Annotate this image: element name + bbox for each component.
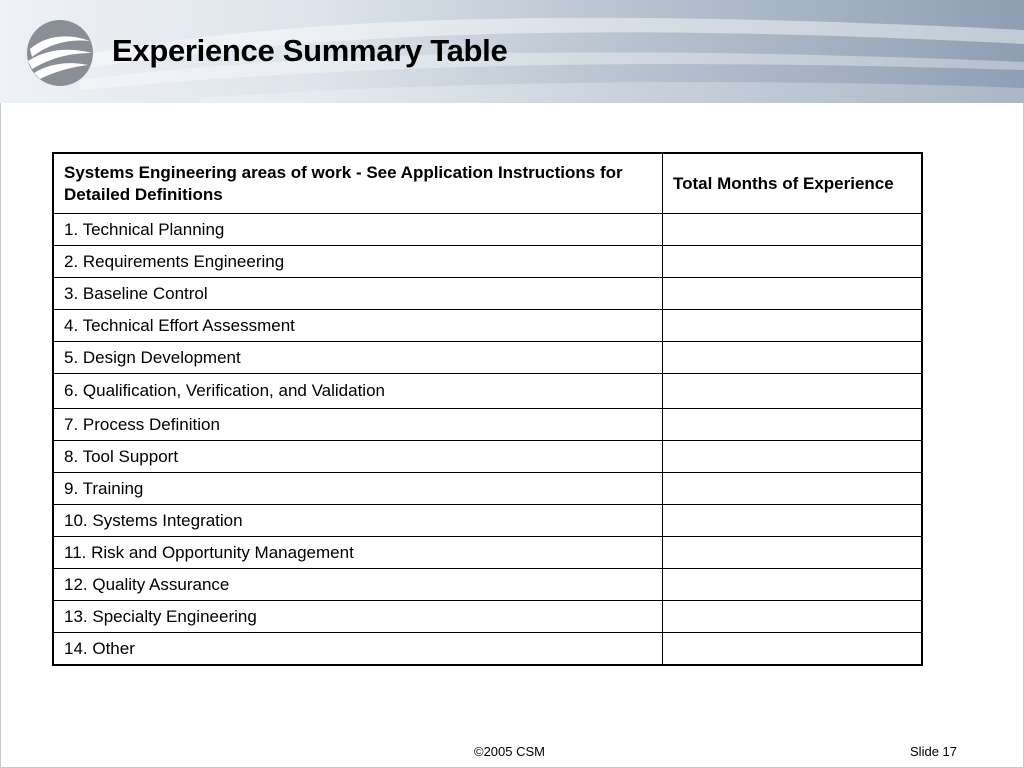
area-cell: 11. Risk and Opportunity Management bbox=[53, 537, 663, 569]
area-cell: 14. Other bbox=[53, 633, 663, 666]
area-cell: 10. Systems Integration bbox=[53, 505, 663, 537]
months-cell bbox=[663, 537, 923, 569]
wave-globe-logo-icon bbox=[26, 19, 94, 87]
table-row bbox=[53, 473, 922, 505]
area-cell: 9. Training bbox=[53, 473, 663, 505]
months-cell bbox=[663, 246, 923, 278]
months-cell bbox=[663, 505, 923, 537]
column-header-areas-of-work: Systems Engineering areas of work - See Application Instructions for Detailed Definitions bbox=[53, 153, 663, 214]
area-cell: 13. Specialty Engineering bbox=[53, 601, 663, 633]
area-cell: 1. Technical Planning bbox=[53, 214, 663, 246]
table-row bbox=[53, 342, 922, 374]
months-cell bbox=[663, 473, 923, 505]
table-row bbox=[53, 537, 922, 569]
footer-copyright: ©2005 CSM bbox=[474, 744, 545, 759]
table-row bbox=[53, 441, 922, 473]
header-band bbox=[0, 0, 1024, 103]
column-header-total-months: Total Months of Experience bbox=[663, 153, 923, 214]
table-row bbox=[53, 569, 922, 601]
table-header-row bbox=[53, 153, 922, 214]
table-row bbox=[53, 214, 922, 246]
months-cell bbox=[663, 374, 923, 409]
months-cell bbox=[663, 214, 923, 246]
months-cell bbox=[663, 601, 923, 633]
months-cell bbox=[663, 310, 923, 342]
table-row bbox=[53, 278, 922, 310]
table-row bbox=[53, 246, 922, 278]
months-cell bbox=[663, 278, 923, 310]
table-row bbox=[53, 505, 922, 537]
area-cell: 12. Quality Assurance bbox=[53, 569, 663, 601]
slide-title: Experience Summary Table bbox=[112, 33, 508, 68]
months-cell bbox=[663, 342, 923, 374]
table-row bbox=[53, 409, 922, 441]
months-cell bbox=[663, 409, 923, 441]
area-cell: 8. Tool Support bbox=[53, 441, 663, 473]
area-cell: 4. Technical Effort Assessment bbox=[53, 310, 663, 342]
experience-summary-table bbox=[52, 152, 923, 666]
area-cell: 2. Requirements Engineering bbox=[53, 246, 663, 278]
area-cell: 7. Process Definition bbox=[53, 409, 663, 441]
months-cell bbox=[663, 633, 923, 666]
area-cell: 5. Design Development bbox=[53, 342, 663, 374]
footer-slide-number: Slide 17 bbox=[910, 744, 957, 759]
table-row bbox=[53, 601, 922, 633]
months-cell bbox=[663, 569, 923, 601]
table-row bbox=[53, 374, 922, 409]
table-row bbox=[53, 633, 922, 666]
area-cell: 3. Baseline Control bbox=[53, 278, 663, 310]
area-cell: 6. Qualification, Verification, and Validation bbox=[53, 374, 663, 409]
months-cell bbox=[663, 441, 923, 473]
table-row bbox=[53, 310, 922, 342]
